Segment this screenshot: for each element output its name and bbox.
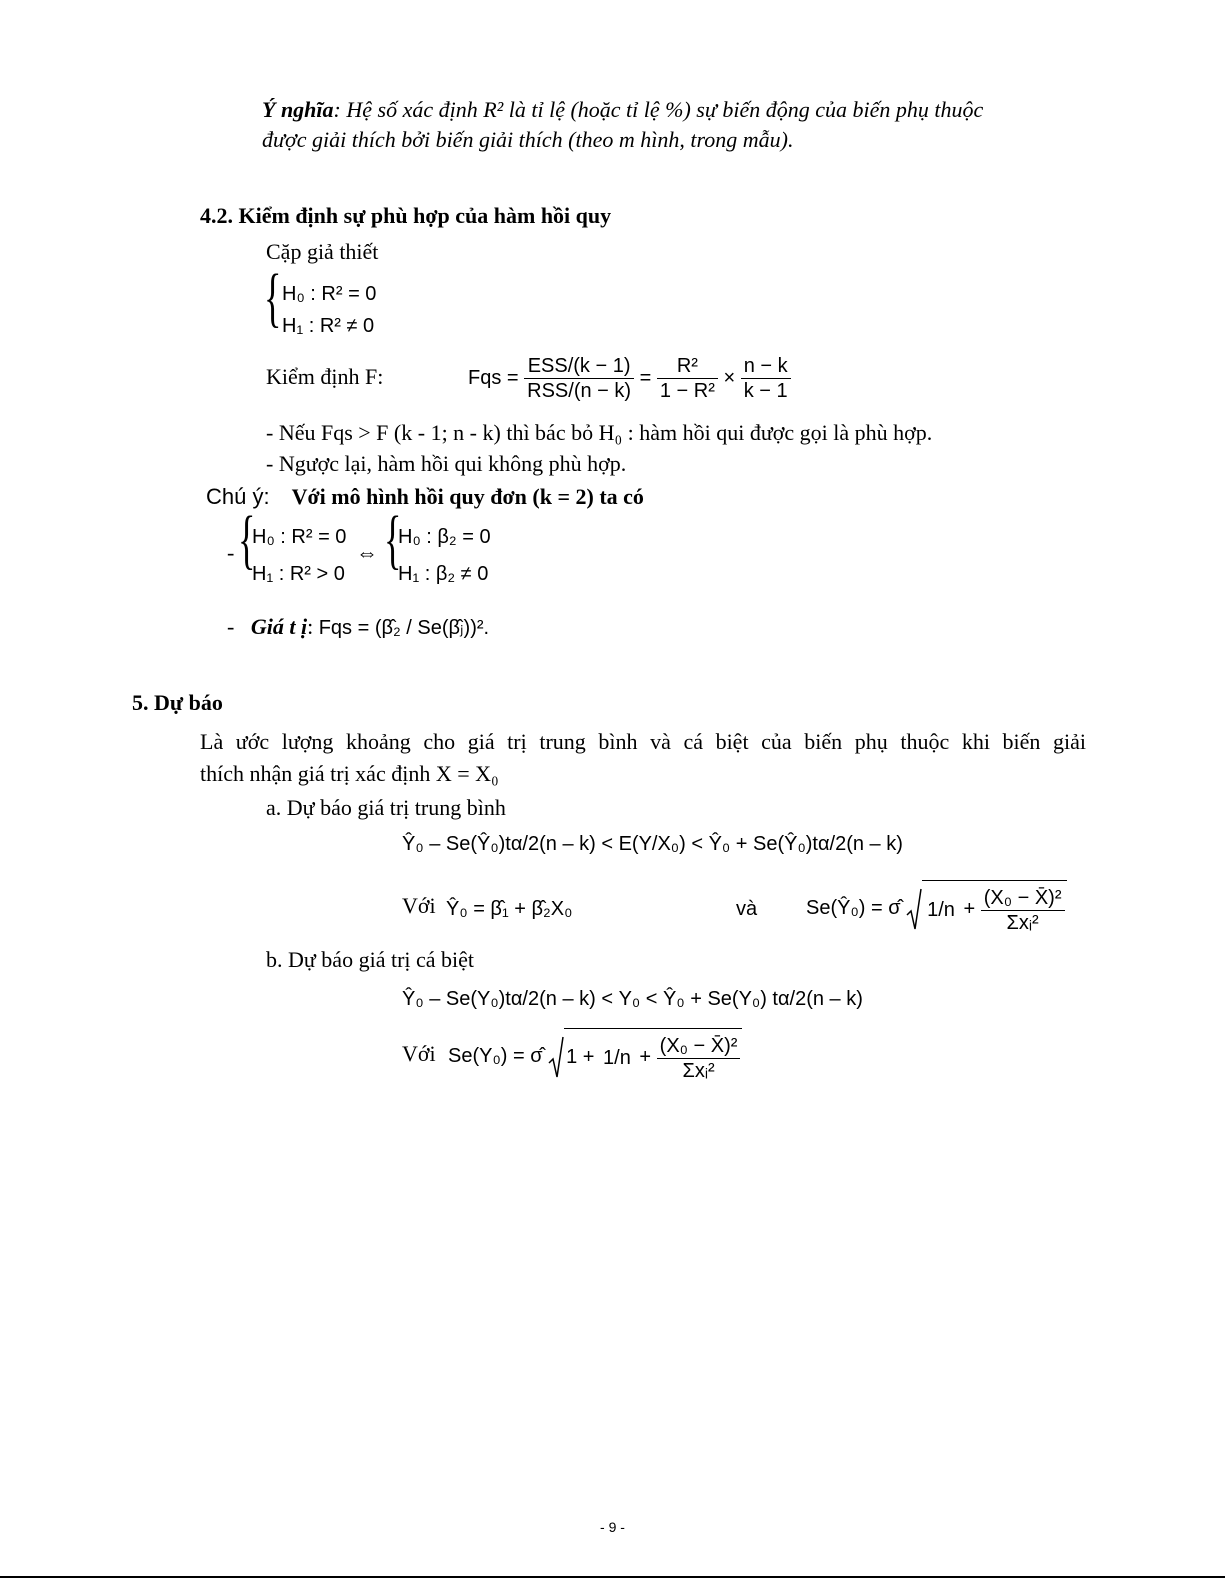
equiv-right-h0: H₀ : β₂ = 0 [398,526,491,548]
and-label: và [736,898,758,920]
f-test-label: Kiểm định F: [266,364,384,389]
hypothesis-h1: H₁ : R² ≠ 0 [282,315,375,337]
equiv-left-h1: H₁ : R² > 0 [252,563,345,585]
sqrt-expression: 1/n + $\frac{\text{(X₀ − X̄)²}}{\text{Σxᵢ²}}$ [906,880,1066,937]
decision-rule-1: - Nếu Fqs > F (k - 1; n - k) thì bác bỏ H₀ : hàm hồi qui được gọi là phù hợp. [266,420,933,445]
brace-left: { [238,503,256,576]
fraction-df [741,354,791,403]
brace-right: { [384,503,402,576]
individual-se-formula [448,1028,742,1085]
hypothesis-h0: H₀ : R² = 0 [282,283,377,305]
sqrt-denominator: Σxᵢ² [682,1059,715,1082]
fraction-numerator: ESS/(k − 1) [524,354,634,379]
individual-with-label: Với [402,1041,436,1066]
meaning-line-1: Ý nghĩa: Hệ số xác định R² là tỉ lệ (hoặc tỉ lệ %) sự biến động của biến phụ thuộc [262,97,984,122]
sqrt-numerator: (X₀ − X̄)² [657,1034,741,1059]
sqrt-icon [548,1035,564,1079]
individual-forecast-interval: Ŷ₀ – Se(Y₀)tα/2(n – k) < Y₀ < Ŷ₀ + Se(Y₀) tα/2(n – k) [402,988,863,1010]
section-4-2-heading: 4.2. Kiểm định sự phù hợp của hàm hồi quy [200,203,612,228]
sqrt-numerator: (X₀ − X̄)² [981,886,1065,911]
equiv-left-h0: H₀ : R² = 0 [252,526,347,548]
note-text: Với mô hình hồi quy đơn (k = 2) ta có [291,484,644,509]
fraction-denominator: k − 1 [743,380,788,403]
value-formula: Fqs = (β̂₂ / Se(β̂ⱼ))². [318,617,490,639]
value-line: - Giá t ị: Fqs = (β̂₂ / Se(β̂ⱼ))². [227,614,490,639]
individual-forecast-label: b. Dự báo giá trị cá biệt [266,947,475,972]
one-over-n-text: 1/n [927,899,955,922]
mean-forecast-label: a. Dự báo giá trị trung bình [266,795,506,820]
dash-marker: - [227,540,235,565]
meaning-text-1: Hệ số xác định R² là tỉ lệ (hoặc tỉ lệ %) sự biến động của biến phụ thuộc [346,97,984,122]
sqrt-lead: 1 + [566,1046,595,1069]
equiv-right-h1: H₁ : β₂ ≠ 0 [398,563,489,585]
se-symbol: Se(Ŷ₀) = σ̂ [806,897,901,919]
forecast-intro-1: Là ước lượng khoảng cho giá trị trung bình và cá biệt của biến phụ thuộc khi biến giải [200,729,1086,754]
value-label: Giá t ị [250,614,308,639]
equivalence-symbol: ⇔ [356,540,378,565]
one-over-n [924,898,958,922]
f-test-formula: Fqs = $\frac{\text{ESS/(k − 1)}}{\text{RSS/(n − k)}}$ = $\frac{\text{R²}}{\text{1 − R²}}$ × $\frac{n - k}{k - 1}$ [468,352,791,404]
note-label: Chú ý: [206,484,270,509]
fraction-r2 [657,354,718,403]
mean-se-formula [806,880,1067,937]
sqrt-denominator: Σxᵢ² [1006,911,1039,934]
sqrt-fraction [657,1034,741,1083]
mean-y0-formula: Ŷ₀ = β̂₁ + β̂₂X₀ [446,898,573,920]
footer-rule [0,1576,1225,1578]
mean-forecast-interval: Ŷ₀ – Se(Ŷ₀)tα/2(n – k) < E(Y/X₀) < Ŷ₀ + Se(Ŷ₀)tα/2(n – k) [402,833,903,855]
forecast-intro-2: thích nhận giá trị xác định X = X₀ [200,761,499,786]
sqrt-icon [906,887,922,931]
page-number: - 9 - [600,1519,625,1535]
fraction-numerator: n − k [741,354,791,379]
sqrt-fraction [981,886,1065,935]
fraction-denominator: 1 − R² [659,380,715,403]
meaning-label: Ý nghĩa [262,97,334,122]
fqs-symbol: Fqs = [468,367,519,389]
decision-rule-2: - Ngược lại, hàm hồi qui không phù hợp. [266,451,627,476]
one-over-n [600,1046,634,1070]
note-line [206,484,644,510]
brace-left: { [264,261,282,334]
meaning-line-2: được giải thích bởi biến giải thích (theo m hình, trong mẫu). [262,127,794,152]
fraction-denominator: RSS/(n − k) [527,380,632,403]
fraction-numerator: R² [657,354,718,379]
mean-with-label: Với [402,893,436,918]
fraction-ess-rss [524,354,634,403]
hypothesis-pair-label: Cặp giả thiết [266,239,379,264]
section-5-heading: 5. Dự báo [132,690,223,715]
one-over-n-text: 1/n [603,1047,631,1070]
se-symbol: Se(Y₀) = σ̂ [448,1045,543,1067]
sqrt-expression: 1 + 1/n + $\frac{\text{(X₀ − X̄)²}}{\text{Σxᵢ²}}$ [548,1028,742,1085]
